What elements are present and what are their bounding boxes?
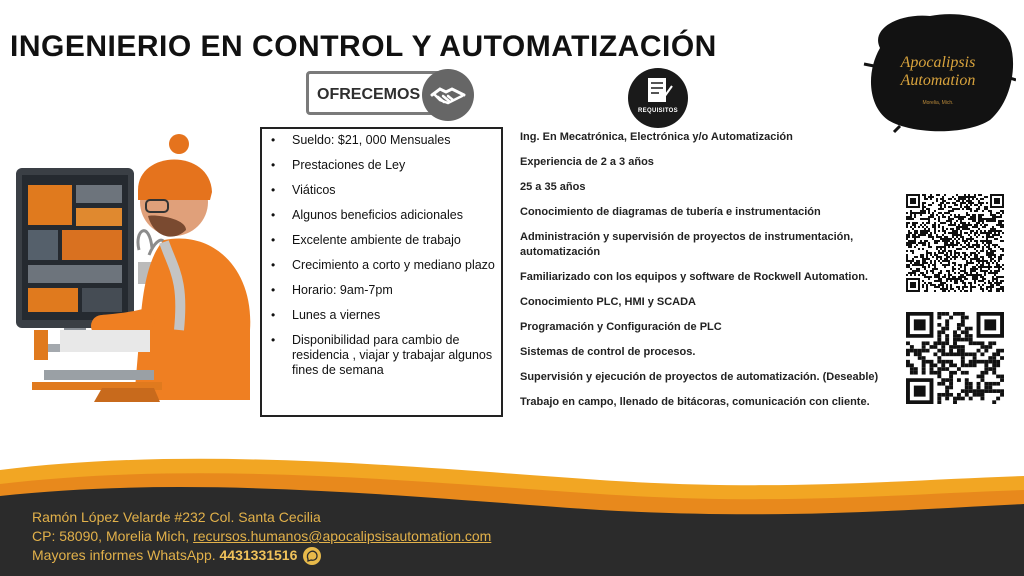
handshake-icon	[422, 69, 474, 121]
requirements-label: REQUISITOS	[638, 108, 678, 114]
offer-badge	[306, 69, 474, 121]
requirement-item: Programación y Configuración de PLC	[520, 321, 722, 333]
offer-item-text: Prestaciones de Ley	[292, 158, 406, 172]
logo-text	[860, 54, 1016, 90]
footer-cp-line	[32, 527, 491, 546]
qr-code[interactable]	[906, 312, 1004, 404]
requirement-item: Familiarizado con los equipos y software de Rockwell Automation.	[520, 271, 868, 283]
offer-item: • Crecimiento a corto y mediano plazo	[271, 258, 495, 272]
engineer-illustration	[14, 130, 254, 430]
offer-item: • Horario: 9am-7pm	[271, 283, 393, 297]
footer-address: Ramón López Velarde #232 Col. Santa Cecilia	[32, 509, 321, 525]
email-link[interactable]: recursos.humanos@apocalipsisautomation.com	[193, 528, 492, 544]
offer-item: • Prestaciones de Ley	[271, 158, 406, 172]
offer-item-text: Viáticos	[292, 183, 336, 197]
requirement-item: Administración y supervisión de proyectos de instrumentación, automatización	[520, 231, 854, 258]
page-title: INGENIERIO EN CONTROL Y AUTOMATIZACIÓN	[10, 30, 717, 63]
offer-item: • Lunes a viernes	[271, 308, 381, 322]
contact-info	[32, 508, 491, 565]
requirements-list	[520, 130, 890, 420]
offer-item: • Disponibilidad para cambio de residencia , viajar y trabajar algunos fines de semana	[271, 333, 493, 377]
requirement-item: Trabajo en campo, llenado de bitácoras, comunicación con cliente.	[520, 396, 870, 408]
whatsapp-icon[interactable]	[303, 547, 321, 565]
requirement-item: Ing. En Mecatrónica, Electrónica y/o Automatización	[520, 131, 793, 143]
requirements-badge	[628, 68, 688, 128]
offer-item-text: Lunes a viernes	[292, 308, 381, 322]
requirement-item: Sistemas de control de procesos.	[520, 346, 696, 358]
offers-box	[260, 127, 503, 417]
offer-item-text: Algunos beneficios adicionales	[292, 208, 463, 222]
footer-cp: CP: 58090, Morelia Mich,	[32, 528, 194, 544]
offer-item: • Excelente ambiente de trabajo	[271, 233, 461, 247]
offer-item: • Algunos beneficios adicionales	[271, 208, 463, 222]
offers-list	[262, 133, 501, 388]
offer-item-text: Horario: 9am-7pm	[292, 283, 393, 297]
offer-item-text: Disponibilidad para cambio de residencia , viajar y trabajar algunos fines de semana	[292, 333, 493, 377]
requirement-item: Conocimiento de diagramas de tubería e instrumentación	[520, 206, 821, 218]
offer-item: • Viáticos	[271, 183, 336, 197]
document-icon	[628, 68, 688, 128]
logo-subtitle: Morelia, Mich.	[922, 100, 954, 106]
offer-item-text: Crecimiento a corto y mediano plazo	[292, 258, 495, 272]
footer-whatsapp-label: Mayores informes WhatsApp.	[32, 547, 220, 563]
requirement-item: 25 a 35 años	[520, 181, 586, 193]
offer-label: OFRECEMOS	[317, 86, 421, 103]
company-logo	[860, 8, 1016, 136]
footer-whatsapp-line	[32, 546, 491, 565]
offer-item-text: Sueldo: $21, 000 Mensuales	[292, 133, 451, 147]
offer-item: • Sueldo: $21, 000 Mensuales	[271, 133, 451, 147]
requirement-item: Experiencia de 2 a 3 años	[520, 156, 654, 168]
phone-number[interactable]: 4431331516	[219, 547, 298, 563]
logo-line-2: Automation	[900, 72, 976, 89]
requirement-item: Supervisión y ejecución de proyectos de automatización. (Deseable)	[520, 371, 879, 383]
requirement-item: Conocimiento PLC, HMI y SCADA	[520, 296, 697, 308]
qr-code[interactable]	[906, 194, 1004, 292]
offer-item-text: Excelente ambiente de trabajo	[292, 233, 461, 247]
logo-line-1: Apocalipsis	[900, 54, 976, 71]
